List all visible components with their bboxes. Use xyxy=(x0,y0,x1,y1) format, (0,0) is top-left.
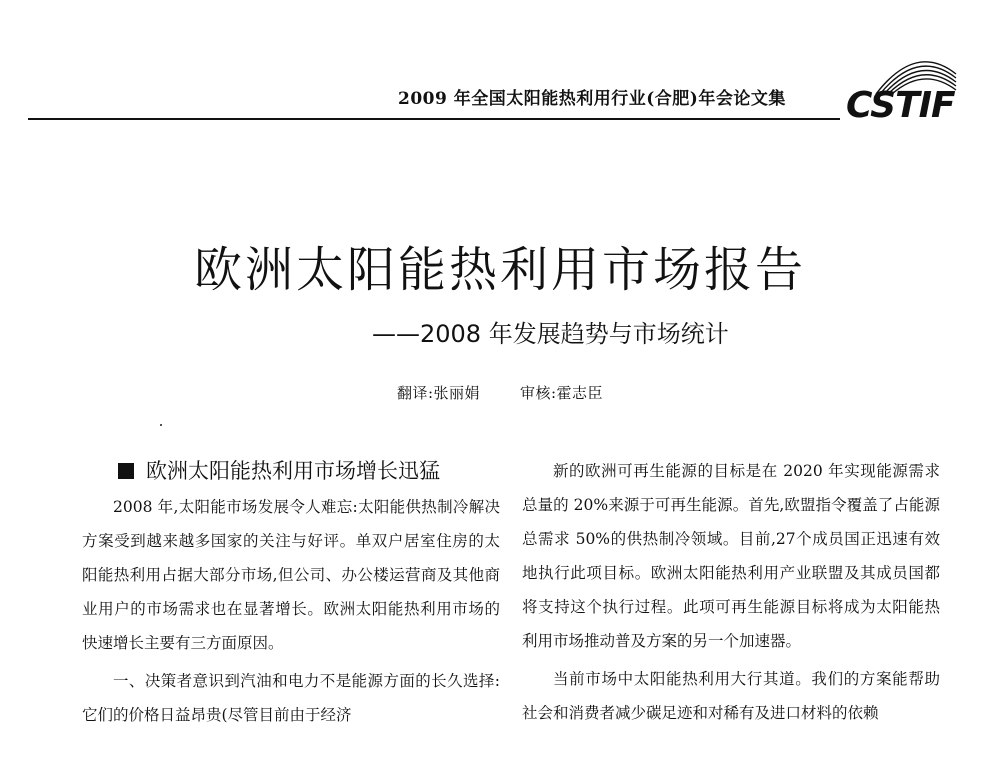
cstif-logo xyxy=(846,48,966,126)
square-bullet-icon xyxy=(118,463,134,479)
credits xyxy=(0,382,1000,403)
logo-text: CSTIF xyxy=(846,85,955,126)
paragraph: 2008 年,太阳能市场发展令人难忘:太阳能供热制冷解决方案受到越来越多国家的关注与好评。单双户居室住房的太阳能热利用占据大部分市场,但公司、办公楼运营商及其他商业用户的市场需求也在显著增长。欧洲太阳能热利用市场的快速增长主要有三方面原因。 xyxy=(82,498,500,652)
section-heading xyxy=(118,454,500,488)
left-column xyxy=(82,454,500,736)
right-column xyxy=(522,454,940,734)
paragraph: 一、决策者意识到汽油和电力不是能源方面的长久选择:它们的价格日益昂贵(尽管目前由于经济 xyxy=(82,672,500,724)
header-rule xyxy=(28,118,840,120)
scan-speck xyxy=(160,424,162,426)
translator: 翻译:张丽娟 xyxy=(396,384,480,402)
article-subtitle: ——2008 年发展趋势与市场统计 xyxy=(372,320,729,348)
proceedings-title: 2009 年全国太阳能热利用行业(合肥)年会论文集 xyxy=(398,89,786,109)
section-heading-text: 欧洲太阳能热利用市场增长迅猛 xyxy=(146,459,440,483)
article-title: 欧洲太阳能热利用市场报告 xyxy=(193,242,806,298)
paragraph: 新的欧洲可再生能源的目标是在 2020 年实现能源需求总量的 20%来源于可再生能源。首先,欧盟指令覆盖了占能源总需求 50%的供热制冷领域。目前,27个成员国正迅速有效地执行此项目标。欧洲太阳能热利用产业联盟及其成员国都将支持这个执行过程。此项可再生能源目标将成为太阳能热利用市场推动普及方案的另一个加速器。 xyxy=(522,462,940,650)
paragraph: 当前市场中太阳能热利用大行其道。我们的方案能帮助社会和消费者减少碳足迹和对稀有及进口材料的依赖 xyxy=(522,670,940,722)
reviewer: 审核:霍志臣 xyxy=(520,384,604,402)
